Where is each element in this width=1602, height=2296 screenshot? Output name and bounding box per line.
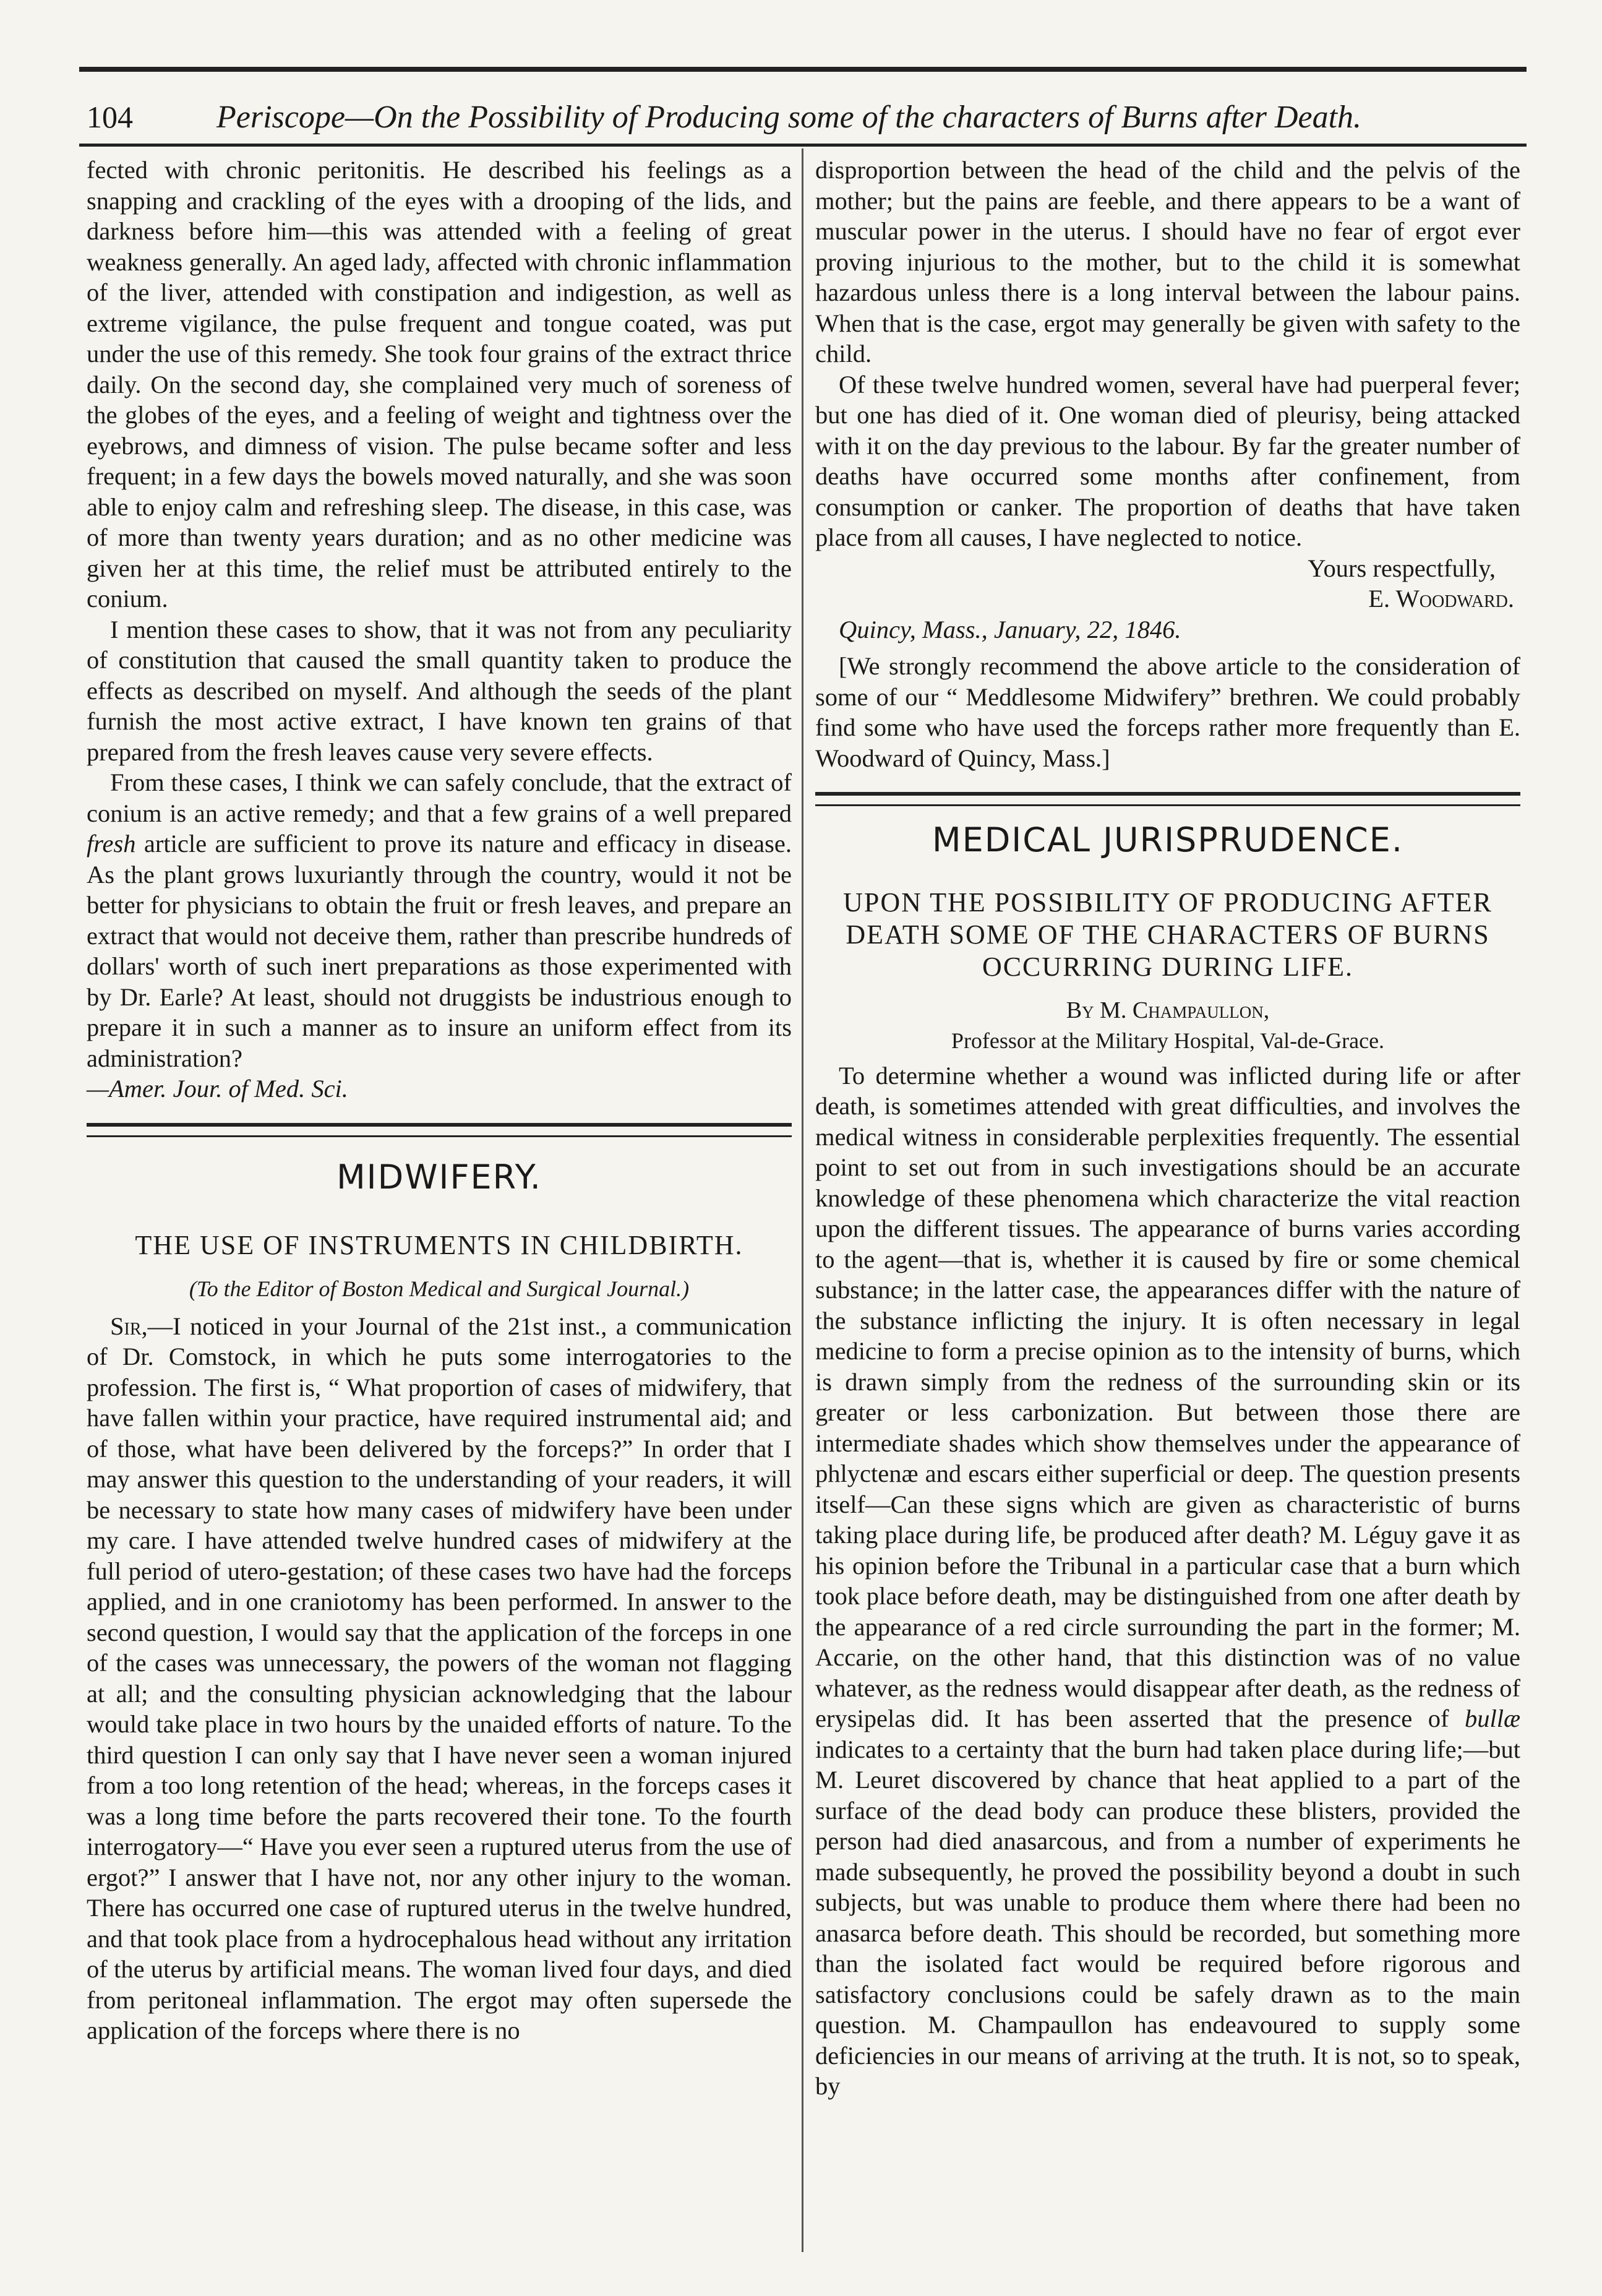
source-citation: [87, 1073, 792, 1104]
page-header: [87, 93, 1522, 142]
page-number: 104: [87, 100, 133, 134]
source-text: —Amer. Jour. of Med. Sci.: [87, 1075, 348, 1103]
paragraph: Of these twelve hundred women, several have had puerperal fever; but one has died of it. One woman died of pleurisy, being attacked with it on the day previous to the labour. By far the greater number of deaths have occurred some months after confinement, from consumption or canker. The proportion of deaths that have taken place from all causes, I have neglected to notice.: [815, 370, 1520, 551]
section-rule: [815, 792, 1520, 806]
salutation: Sir,: [110, 1312, 148, 1340]
paragraph: I mention these cases to show, that it was not from any peculiarity of constitution that caused the small quantity taken to produce the effects as described on myself. And although the seeds of the plant furnish the most active extract, I have known ten grains of that prepared from the fresh leaves cause very severe effects.: [87, 615, 792, 766]
section-title-midwifery: MIDWIFERY.: [336, 1157, 542, 1197]
letter-text: —I noticed in your Journal of the 21st inst., a communication of Dr. Comstock, in which he puts some interrogatories to the profession. The first is, “ What proportion of cases of midwifery, that have fallen within your practice, have required instrumental aid; and of those, what have been delivered by the forceps?” In order that I may answer this question to the understanding of your readers, it will be necessary to state how many cases of midwifery have been under my care. I have attended twelve hundred cases of midwifery at the full period of utero-gestation; of these cases two have had the forceps applied, and in one craniotomy has been performed. In answer to the second question, I would say that the application of the forceps in one of the cases was unnecessary, the powers of the woman not flagging at all; and the consulting physician acknowledging that the labour would take place in two hours by the unaided efforts of nature. To the third question I can only say that I have never seen a woman injured from a too long retention of the head; whereas, in the forceps cases it was a long time before the parts recovered their tone. To the fourth interrogatory—“ Have you ever seen a ruptured uterus from the use of ergot?” I answer that I have not, nor any other injury to the woman. There has occurred one case of ruptured uterus in the twelve hundred, and that took place from a hydrocephalous head without any irritation of the uterus by artificial means. The woman lived four days, and died from peritoneal inflammation. The ergot may often supersede the application of the forceps where there is no: [87, 1312, 792, 2044]
text-run: From these cases, I think we can safely conclude, that the extract of conium is an active remedy; and that a few grains of a well prepared: [87, 768, 792, 827]
text-run: article are sufficient to prove its nature and efficacy in disease. As the plant grows luxuriantly through the country, would it not be better for physicians to obtain the fruit or fresh leaves, and prepare an extract that would not deceive them, rather than prescribe hundreds of dollars' worth of such inert preparations as those experimented with by Dr. Earle? At least, should not druggists be industrious enough to prepare it in such a manner as to insure an uniform effect from its administration?: [87, 830, 792, 1072]
signature: E. Woodward.: [1368, 585, 1514, 613]
place-date: Quincy, Mass., January, 22, 1846.: [839, 615, 1181, 643]
column-divider: [802, 148, 803, 2252]
running-title: Periscope—On the Possibility of Producing some of the characters of Burns after Death.: [216, 100, 1362, 135]
section-title-jurisprudence: MEDICAL JURISPRUDENCE.: [932, 820, 1403, 859]
byline: By M. Champaullon,: [1066, 997, 1270, 1023]
paragraph: disproportion between the head of the child and the pelvis of the mother; but the pains are feeble, and there appears to be a want of muscular power in the uterus. I should have no fear of ergot ever proving injurious to the mother, but to the child it is somewhat hazardous unless there is a long interval between the labour pains. When that is the case, ergot may generally be given with safety to the child.: [815, 156, 1520, 368]
closing: Yours respectfully,: [1308, 554, 1496, 582]
article-title: UPON THE POSSIBILITY OF PRODUCING AFTER DEATH SOME OF THE CHARACTERS OF BURNS OCCURRING DURING LIFE.: [843, 887, 1493, 982]
text-run: To determine whether a wound was inflicted during life or after death, is sometimes attended with great difficulties, and involves the medical witness in considerable perplexities frequently. The essential point to set out from in such investigations should be an accurate knowledge of these phenomena which characterize the vital reaction upon the different tissues. The appearance of burns varies according to the agent—that is, whether it is caused by fire or some chemical substance; in the latter case, the appearances differ with the nature of the substance inflicting the injury. It is often necessary in legal medicine to form a precise opinion as to the intensity of burns, which is drawn simply from the redness of the surrounding skin or its greater or less carbonization. But between those there are intermediate shades which show themselves under the appearance of phlyctenæ and escars either superficial or deep. The question presents itself—Can these signs which are given as characteristic of burns taking place during life, be produced after death? M. Léguy gave it as his opinion before the Tribunal in a particular case that a burn which took place before death, may be distinguished from one after death by the appearance of a red circle surrounding the part in the former; M. Accarie, on the other hand, that this distinction was of no value whatever, as the redness would disappear after death, as the redness of erysipelas did. It has been asserted that the presence of: [815, 1061, 1520, 1732]
paragraph: fected with chronic peritonitis. He described his feelings as a snapping and crackling of the eyes with a drooping of the lids, and darkness before him—this was attended with a feeling of great weakness generally. An aged lady, affected with chronic inflammation of the liver, attended with constipation and indigestion, as well as extreme vigilance, the pulse frequent and tongue coated, was put under the use of this remedy. She took four grains of the extract thrice daily. On the second day, she complained very much of soreness of the globes of the eyes, and a feeling of weight and tightness over the eyebrows, and dimness of vision. The pulse became softer and less frequent; in a few days the bowels moved naturally, and she was soon able to enjoy calm and refreshing sleep. The disease, in this case, was of more than twenty years duration; and as no other medicine was given her at this time, the relief must be attributed entirely to the conium.: [87, 156, 792, 613]
article-subtitle: (To the Editor of Boston Medical and Surgical Journal.): [189, 1276, 690, 1301]
emphasis: bullæ: [1464, 1705, 1520, 1732]
emphasis: fresh: [87, 830, 136, 858]
left-column: [87, 155, 792, 2046]
letter-body: [87, 1311, 792, 2046]
editor-note: [We strongly recommend the above article to the consideration of some of our “ Meddlesome Midwifery” brethren. We could probably find some who have used the forceps rather more frequently than E. Woodward of Quincy, Mass.]: [815, 652, 1520, 772]
header-rule: [79, 144, 1527, 147]
paragraph: [87, 767, 792, 1073]
right-column: [815, 155, 1520, 2102]
section-rule: [87, 1123, 792, 1137]
text-run: indicates to a certainty that the burn had taken place during life;—but M. Leuret discovered by chance that heat applied to a part of the surface of the dead body can produce these blisters, provided the person had died anasarcous, and from a number of experiments he made subsequently, he proved the possibility beyond a doubt in such subjects, but was unable to produce them where there had been no anasarca before death. This should be recorded, but something more than the isolated fact would be required before rigorous and satisfactory conclusions could be safely drawn as to the main question. M. Champaullon has endeavoured to supply some deficiencies in our means of arriving at the truth. It is not, so to speak, by: [815, 1735, 1520, 2100]
author-position: Professor at the Military Hospital, Val-de-Grace.: [951, 1028, 1385, 1053]
top-rule: [79, 67, 1527, 72]
article-body: [815, 1060, 1520, 2102]
article-title: THE USE OF INSTRUMENTS IN CHILDBIRTH.: [135, 1230, 743, 1260]
